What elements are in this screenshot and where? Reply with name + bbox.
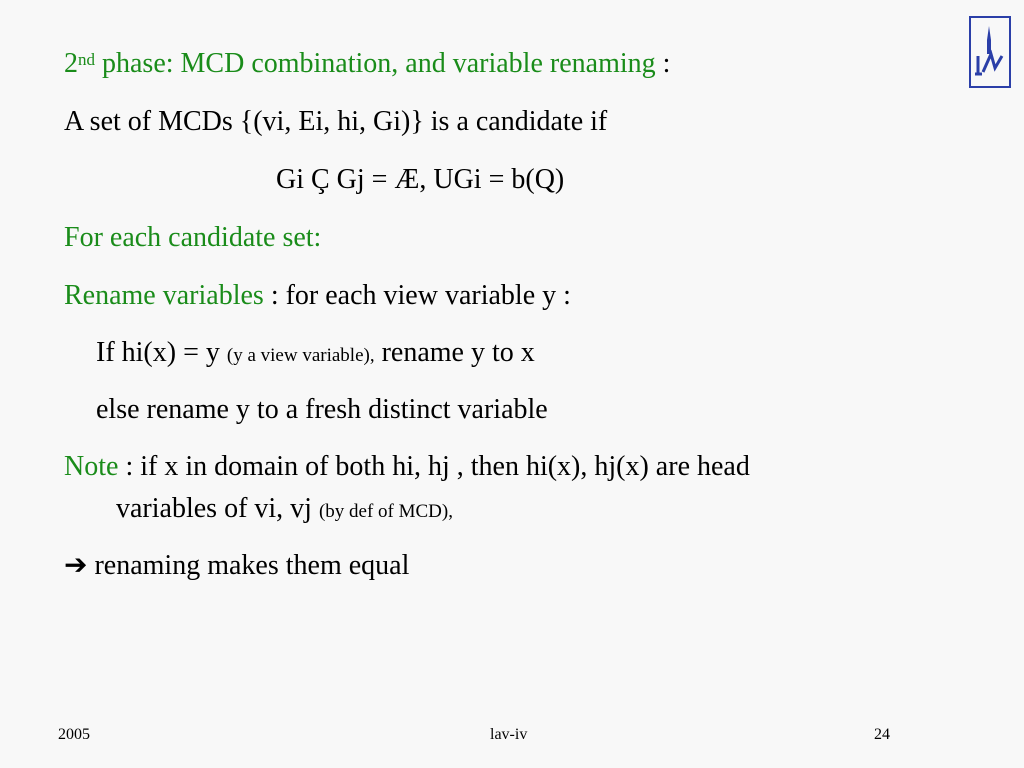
if-rule-action: rename y to x — [374, 337, 535, 368]
if-rule-line — [96, 336, 535, 373]
note-continuation — [116, 492, 453, 529]
if-rule-note: (y a view variable), — [226, 345, 375, 366]
else-rule-line: else rename y to a fresh distinct variable — [96, 394, 548, 425]
candidate-set-heading: For each candidate set: — [64, 222, 322, 253]
note-line — [64, 450, 750, 484]
footer-page-number: 24 — [874, 726, 890, 743]
candidate-definition: A set of MCDs {(vi, Ei, hi, Gi)} is a candidate if — [64, 106, 608, 137]
heading-text: phase: MCD combination, and variable renaming — [95, 48, 656, 79]
note-continuation-text: variables of vi, vj — [116, 493, 319, 524]
rename-variables-label: Rename variables — [64, 280, 264, 311]
rename-variables-line — [64, 279, 571, 313]
candidate-formula: Gi Ç Gj = Æ, UGi = b(Q) — [276, 164, 565, 195]
note-text: : if x in domain of both hi, hj , then hi(x), hj(x) are head — [118, 451, 750, 482]
if-rule-condition: If hi(x) = y — [96, 337, 227, 368]
footer-year: 2005 — [58, 726, 90, 743]
footer-title: lav-iv — [490, 726, 528, 743]
note-label: Note — [64, 451, 119, 482]
heading-colon: : — [655, 48, 671, 79]
heading-number: 2 — [64, 48, 78, 79]
note-continuation-ref: (by def of MCD), — [318, 501, 453, 522]
institution-logo — [969, 16, 1011, 88]
slide-heading — [64, 47, 670, 81]
conclusion-line — [64, 549, 409, 583]
heading-superscript: nd — [78, 50, 95, 69]
rename-variables-text: : for each view variable y : — [263, 280, 571, 311]
conclusion-text: renaming makes them equal — [87, 550, 410, 581]
right-arrow-icon: ➔ — [64, 550, 88, 581]
